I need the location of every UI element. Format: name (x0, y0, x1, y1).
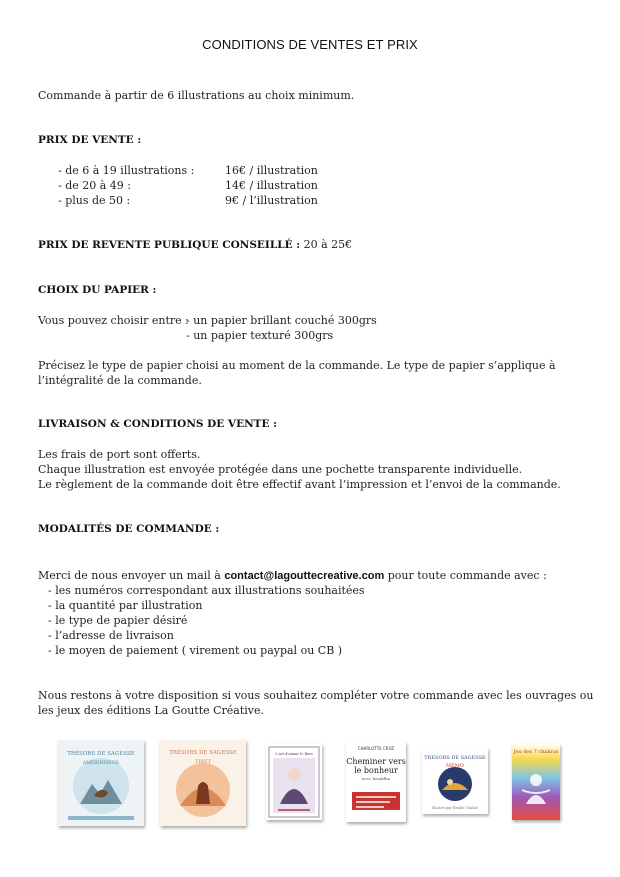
papier-option: - un papier brillant couché 300grs (186, 314, 377, 327)
intro-text: Commande à partir de 6 illustrations au choix minimum. (38, 89, 355, 102)
modalites-lead-after: pour toute commande avec : (384, 569, 547, 582)
svg-text:avec bouddha: avec bouddha (361, 776, 391, 781)
email-link[interactable]: contact@lagouttecreative.com (224, 570, 385, 582)
price-row-label: - de 6 à 19 illustrations : (58, 164, 195, 177)
price-row-value: 16€ / illustration (225, 164, 318, 177)
papier-note: Précisez le type de papier choisi au moment de la commande. Le type de papier s’applique à (38, 359, 556, 372)
papier-option: - un papier texturé 300grs (186, 329, 334, 342)
book-cover-amerindiens (58, 740, 144, 826)
modalites-item: - les numéros correspondant aux illustrations souhaitées (48, 584, 365, 597)
modalites-item: - la quantité par illustration (48, 599, 203, 612)
svg-text:TIBET: TIBET (195, 759, 211, 765)
modalites-heading: MODALITÉS DE COMMANDE : (38, 523, 220, 535)
closing-line: les jeux des éditions La Goutte Créative. (38, 704, 265, 717)
product-gallery (0, 730, 620, 840)
book-cover-cheminer (346, 742, 406, 822)
price-row-label: - plus de 50 : (58, 194, 131, 207)
livraison-line: Chaque illustration est envoyée protégée dans une pochette transparente individuelle. (38, 463, 523, 476)
book-cover-chakras (512, 744, 560, 820)
svg-text:TRÉSORS DE SAGESSE: TRÉSORS DE SAGESSE (424, 755, 486, 761)
revente-line (38, 237, 352, 253)
modalites-item: - le type de papier désiré (48, 614, 188, 627)
papier-lead: Vous pouvez choisir entre : (38, 314, 189, 327)
svg-text:CHARLOTTE CRUZ: CHARLOTTE CRUZ (357, 746, 395, 751)
modalites-item: - le moyen de paiement ( virement ou paypal ou CB ) (48, 644, 343, 657)
revente-value: 20 à 25€ (300, 238, 353, 251)
book-cover-tibet (160, 740, 246, 826)
revente-heading: PRIX DE REVENTE PUBLIQUE CONSEILLÉ : (38, 239, 301, 251)
svg-text:AMÉRINDIENS: AMÉRINDIENS (83, 761, 119, 766)
svg-text:Cheminer vers: Cheminer vers (346, 757, 406, 766)
svg-text:illustré par Émilie Chabat: illustré par Émilie Chabat (432, 806, 478, 810)
book-cover-memo (422, 748, 488, 814)
svg-text:TRÉSORS DE SAGESSE: TRÉSORS DE SAGESSE (169, 750, 237, 756)
modalites-lead-before: Merci de nous envoyer un mail à (38, 569, 225, 582)
book-cover-art-aimer (266, 744, 322, 820)
papier-note: l’intégralité de la commande. (38, 374, 202, 387)
svg-text:le bonheur: le bonheur (354, 766, 398, 775)
livraison-heading: LIVRAISON & CONDITIONS DE VENTE : (38, 418, 278, 430)
page-title: CONDITIONS DE VENTES ET PRIX (202, 37, 418, 52)
papier-heading: CHOIX DU PAPIER : (38, 284, 157, 296)
livraison-line: Le règlement de la commande doit être effectif avant l’impression et l’envoi de la commande. (38, 478, 561, 491)
svg-text:MÉMO: MÉMO (446, 763, 464, 769)
svg-text:L'art d'aimer le Bien: L'art d'aimer le Bien (275, 752, 313, 756)
price-row-label: - de 20 à 49 : (58, 179, 132, 192)
price-row-value: 9€ / l’illustration (225, 194, 318, 207)
svg-text:Jeu des 7 chakras: Jeu des 7 chakras (513, 749, 559, 755)
modalites-item: - l’adresse de livraison (48, 629, 174, 642)
price-row-value: 14€ / illustration (225, 179, 318, 192)
livraison-line: Les frais de port sont offerts. (38, 448, 201, 461)
prix-vente-heading: PRIX DE VENTE : (38, 134, 142, 146)
closing-line: Nous restons à votre disposition si vous souhaitez compléter votre commande avec les ouvrages ou (38, 689, 594, 702)
modalites-lead (38, 568, 547, 584)
svg-text:TRÉSORS DE SAGESSE: TRÉSORS DE SAGESSE (67, 751, 135, 757)
